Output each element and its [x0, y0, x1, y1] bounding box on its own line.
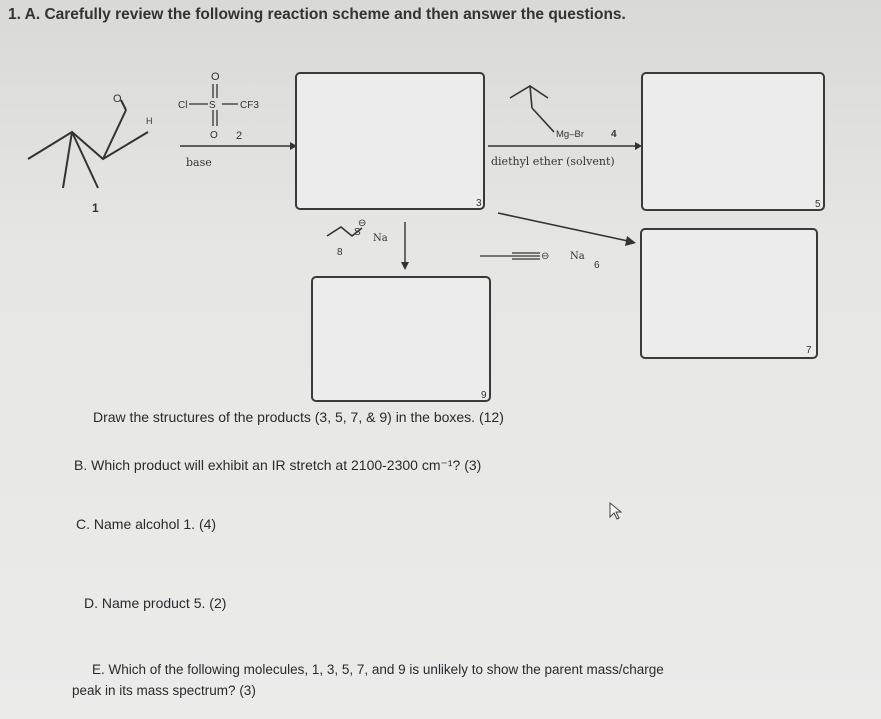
- question-d: D. Name product 5. (2): [84, 595, 227, 611]
- reagent-2-sulfur: S: [209, 100, 216, 111]
- box-3-label: 3: [476, 198, 482, 209]
- thiolate-sulfur: S: [354, 227, 361, 238]
- compound-1-structure: [28, 100, 148, 188]
- compound-1-label: 1: [92, 201, 99, 215]
- mouse-cursor-icon: [610, 503, 621, 519]
- arrow-3-to-5: [488, 142, 642, 150]
- question-c: C. Name alcohol 1. (4): [76, 516, 217, 532]
- acetylide-charge: ⊖: [541, 251, 550, 262]
- thiolate-label: 8: [337, 247, 343, 258]
- arrow-3-to-9: [401, 222, 409, 270]
- box-7-label: 7: [806, 345, 812, 356]
- box-9-label: 9: [481, 390, 487, 401]
- question-e-line-2: peak in its mass spectrum? (3): [72, 683, 256, 698]
- box-5-label: 5: [815, 199, 821, 210]
- grignard-solvent: diethyl ether (solvent): [491, 155, 615, 168]
- acetylide-6-structure: [480, 253, 540, 259]
- compound-1-oxygen: O: [113, 93, 122, 105]
- arrow-1-to-3: [180, 142, 297, 150]
- arrow-3-to-7: [498, 213, 636, 246]
- acetylide-sodium: Na: [570, 251, 585, 262]
- grignard-4-structure: [510, 86, 554, 132]
- answer-box-9[interactable]: [312, 277, 490, 401]
- question-title: 1. A. Carefully review the following reaction scheme and then answer the questions.: [8, 6, 626, 23]
- reagent-2-cf3: CF3: [240, 100, 259, 111]
- grignard-mgbr: Mg–Br: [556, 129, 584, 140]
- reagent-2-label: 2: [236, 130, 243, 142]
- answer-box-7[interactable]: [641, 229, 817, 358]
- compound-1-hydrogen: H: [146, 116, 153, 126]
- question-b: B. Which product will exhibit an IR stretch at 2100-2300 cm⁻¹? (3): [74, 457, 482, 473]
- question-draw-products: Draw the structures of the products (3, 5, 7, & 9) in the boxes. (12): [93, 409, 504, 425]
- reagent-2-oxygen-top: O: [211, 71, 220, 83]
- thiolate-charge: ⊖: [358, 218, 367, 229]
- answer-box-5[interactable]: [642, 73, 824, 210]
- answer-box-3[interactable]: [296, 73, 484, 209]
- question-e-line-1: E. Which of the following molecules, 1, 3, 5, 7, and 9 is unlikely to show the parent mass/charge: [92, 662, 664, 677]
- grignard-label: 4: [611, 129, 617, 140]
- reagent-2-condition: base: [186, 156, 212, 169]
- reagent-2-chlorine: Cl: [178, 100, 188, 111]
- acetylide-label: 6: [594, 260, 600, 271]
- reagent-2-oxygen-bottom: O: [210, 130, 218, 141]
- thiolate-sodium: Na: [373, 233, 388, 244]
